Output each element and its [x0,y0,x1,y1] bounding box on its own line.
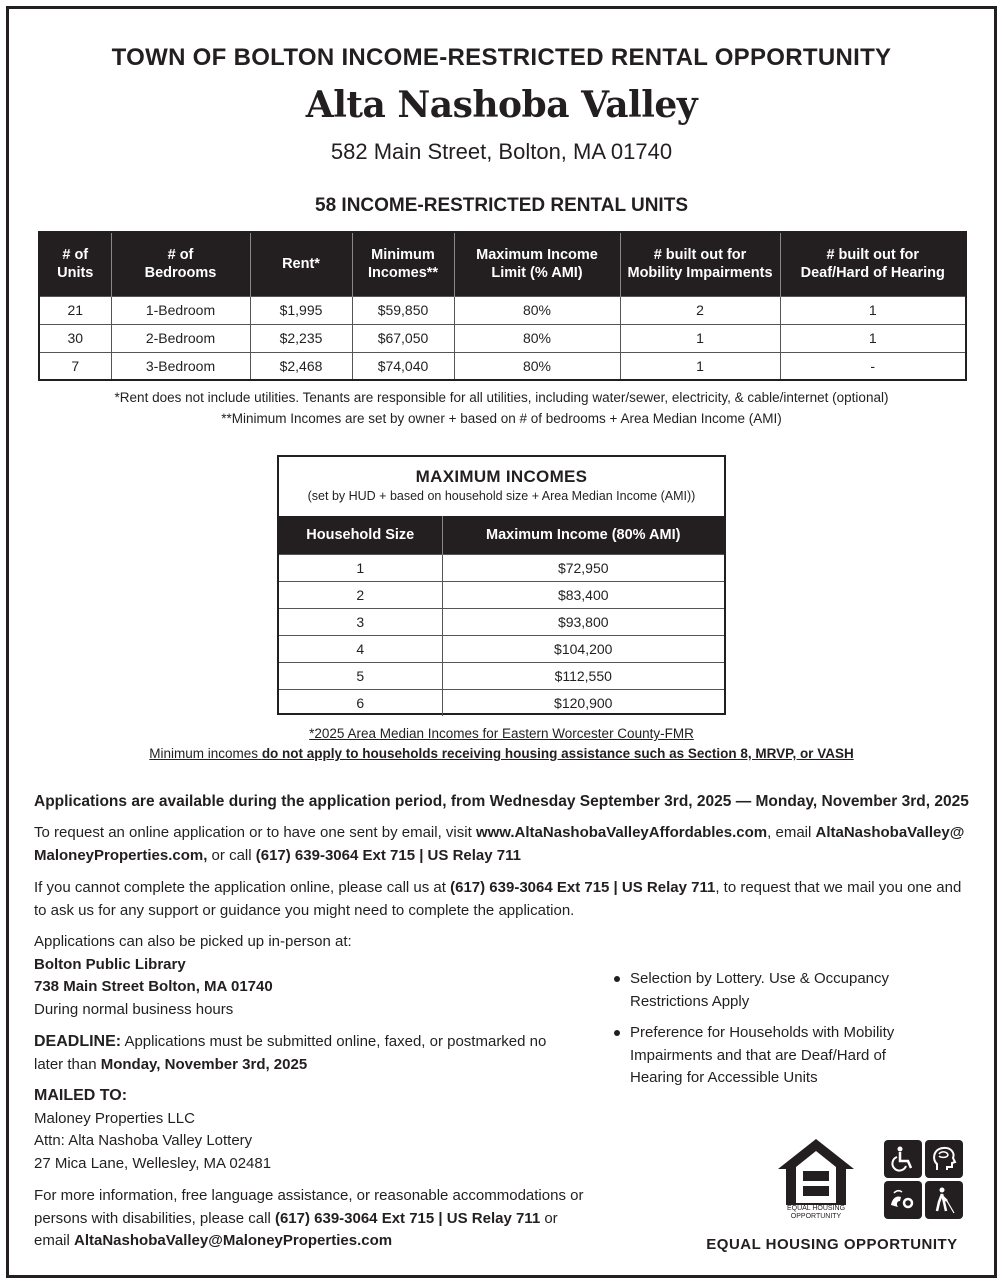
cell: 2 [279,581,442,608]
cell: 1 [780,324,966,352]
pickup-info: Applications can also be picked up in-person at: Bolton Public Library 738 Main Street Bolton, MA 01740 During normal business hours [34,931,554,1021]
table-row [39,352,966,380]
blind-cane-icon [925,1181,963,1219]
col-min-income: Minimum Incomes** [352,232,454,296]
deadline-date: Monday, November 3rd, 2025 [100,1055,308,1073]
eho-logo-text: EQUAL HOUSING OPPORTUNITY [776,1205,856,1220]
max-incomes-subtitle: (set by HUD + based on household size + Area Median Income (AMI)) [307,489,696,503]
col-max-income-limit: Maximum Income Limit (% AMI) [454,232,620,296]
table-row [279,635,724,662]
request-application-text: To request an online application or to have one sent by email, visit www.AltaNashobaValleyAffordables.com, email AltaNashobaValley@ MaloneyProperties.com, or call (617) 639-3064 Ext 715 | US Relay 711 [34,824,965,864]
table-row [279,581,724,608]
cell: $2,468 [250,352,352,380]
email-link[interactable]: AltaNashobaValley@ MaloneyProperties.com, [34,824,965,864]
col-units: # of Units [39,232,111,296]
property-address: 582 Main Street, Bolton, MA 01740 [330,139,673,164]
email-link[interactable]: AltaNashobaValley@MaloneyProperties.com [74,1232,393,1249]
deadline-label: DEADLINE: [34,1033,122,1050]
cell: 3-Bedroom [111,352,250,380]
town-heading: TOWN OF BOLTON INCOME-RESTRICTED RENTAL OPPORTUNITY [111,44,892,71]
bullet-item: Preference for Households with Mobility Impairments and that are Deaf/Hard of Hearing for Accessible Units [612,1022,922,1090]
cell: 4 [279,635,442,662]
min-income-exemption-note: Minimum incomes do not apply to households receiving housing assistance such as Section 8, MRVP, or VASH [149,746,854,761]
cell: 30 [39,324,111,352]
cell: $72,950 [442,554,724,581]
cell: 2 [620,296,780,324]
col-max-income: Maximum Income (80% AMI) [442,516,724,554]
table-row [279,554,724,581]
cell: $2,235 [250,324,352,352]
phone-number[interactable]: (617) 639-3064 Ext 715 | US Relay 711 [450,879,716,896]
cell: $120,900 [442,689,724,716]
wheelchair-icon [884,1140,922,1178]
cell: $83,400 [442,581,724,608]
table-row [39,296,966,324]
cell: 1 [780,296,966,324]
col-mobility: # built out for Mobility Impairments [620,232,780,296]
col-household-size: Household Size [279,516,442,554]
cell: 1-Bedroom [111,296,250,324]
equal-housing-caption: EQUAL HOUSING OPPORTUNITY [706,1236,958,1253]
cognitive-head-icon [925,1140,963,1178]
ami-notes [0,724,1003,764]
pickup-location-name: Bolton Public Library [34,955,186,973]
units-footnotes [0,387,1003,429]
cell: 80% [454,296,620,324]
cell: - [780,352,966,380]
property-title: Alta Nashoba Valley [305,84,698,126]
max-incomes-title: MAXIMUM INCOMES [415,467,588,486]
ami-source-note: *2025 Area Median Incomes for Eastern Worcester County-FMR [309,726,694,741]
col-bedrooms: # of Bedrooms [111,232,250,296]
table-row [279,689,724,716]
website-link[interactable]: www.AltaNashobaValleyAffordables.com [475,824,768,841]
units-table-header [39,232,966,296]
rent-footnote: *Rent does not include utilities. Tenants are responsible for all utilities, including water/sewer, electricity, & cable/internet (optional) [114,390,889,405]
lottery-bullets [612,968,922,1099]
more-info-text: For more information, free language assistance, or reasonable accommodations or persons with disabilities, please call (617) 639-3064 Ext 715 | US Relay 711 or email AltaNashobaValley@MaloneyProperties.com [34,1187,584,1249]
min-income-footnote: **Minimum Incomes are set by owner + based on # of bedrooms + Area Median Income (AMI) [221,411,782,426]
col-rent: Rent* [250,232,352,296]
cell: 21 [39,296,111,324]
cell: $67,050 [352,324,454,352]
cell: 7 [39,352,111,380]
pickup-hours: During normal business hours [34,1000,234,1018]
cell: 80% [454,352,620,380]
cell: $104,200 [442,635,724,662]
max-incomes-header [279,516,724,554]
application-period: Applications are available during the application period, from Wednesday September 3rd, 2025 — Monday, November 3rd, 2025 [34,793,969,810]
table-row [279,662,724,689]
pickup-location-address: 738 Main Street Bolton, MA 01740 [34,978,273,995]
mailed-to-label: MAILED TO: [34,1087,128,1104]
cell: $59,850 [352,296,454,324]
cell: 80% [454,324,620,352]
cell: $93,800 [442,608,724,635]
deadline-info: DEADLINE: Applications must be submitted online, faxed, or postmarked no later than Monday, November 3rd, 2025 [34,1033,547,1073]
cell: 1 [620,324,780,352]
cell: $112,550 [442,662,724,689]
col-deaf-hoh: # built out for Deaf/Hard of Hearing [780,232,966,296]
table-row [279,608,724,635]
phone-number[interactable]: (617) 639-3064 Ext 715 | US Relay 711 [255,846,521,864]
table-row [39,324,966,352]
cell: 1 [620,352,780,380]
units-heading: 58 INCOME-RESTRICTED RENTAL UNITS [315,195,688,216]
cell: 3 [279,608,442,635]
phone-number[interactable]: (617) 639-3064 Ext 715 | US Relay 711 [274,1209,541,1227]
cell: $1,995 [250,296,352,324]
mail-request-text: If you cannot complete the application online, please call us at (617) 639-3064 Ext 715 | US Relay 711, to request that we mail you one and to ask us for any support or guidance you might need to complete the application. [34,879,962,919]
cell: $74,040 [352,352,454,380]
cell: 2-Bedroom [111,324,250,352]
sign-language-icon [884,1181,922,1219]
accessibility-icons [884,1140,964,1220]
units-table [38,231,967,381]
max-incomes-table [279,516,724,716]
bullet-item: Selection by Lottery. Use & Occupancy Restrictions Apply [612,968,922,1013]
cell: 6 [279,689,442,716]
mailing-address: MAILED TO: Maloney Properties LLC Attn: Alta Nashoba Valley Lottery 27 Mica Lane, Wellesley, MA 02481 [34,1087,272,1172]
cell: 1 [279,554,442,581]
max-incomes-box [277,455,726,715]
cell: 5 [279,662,442,689]
